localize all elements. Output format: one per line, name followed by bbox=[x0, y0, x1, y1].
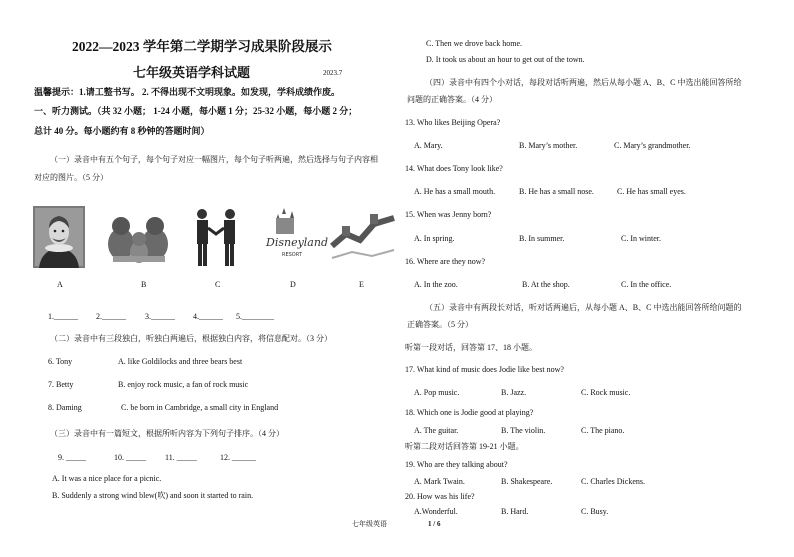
part1-instruction-cont: 对应的图片。（5 分） bbox=[34, 173, 108, 182]
order-sentence-b: B. Suddenly a strong wind blew(吹) and soon it started to rain. bbox=[52, 491, 254, 500]
q19-option-b[interactable]: B. Shakespeare. bbox=[501, 477, 553, 486]
q20-option-c[interactable]: C. Busy. bbox=[581, 507, 609, 516]
q16-option-a[interactable]: A. In the zoo. bbox=[414, 280, 458, 289]
q20-option-b[interactable]: B. Hard. bbox=[501, 507, 529, 516]
order-blank-12[interactable]: 12. ______ bbox=[220, 453, 256, 462]
q19-option-c[interactable]: C. Charles Dickens. bbox=[581, 477, 645, 486]
q13-option-a[interactable]: A. Mary. bbox=[414, 141, 443, 150]
part2-instruction: （二）录音中有三段独白，听独白两遍后，根据独白内容，将信息配对。（3 分） bbox=[50, 334, 332, 343]
match-person-6: 6. Tony bbox=[48, 357, 73, 366]
match-option-a: A. like Goldilocks and three bears best bbox=[118, 357, 243, 366]
question-18: 18. Which one is Jodie good at playing? bbox=[405, 408, 534, 417]
q18-option-a[interactable]: A. The guitar. bbox=[414, 426, 459, 435]
svg-text:Disneyland: Disneyland bbox=[266, 236, 328, 249]
order-blank-9[interactable]: 9. _____ bbox=[58, 453, 86, 462]
q19-option-a[interactable]: A. Mark Twain. bbox=[414, 477, 465, 486]
picture-label-c: C bbox=[215, 280, 221, 289]
question-19: 19. Who are they talking about? bbox=[405, 460, 508, 469]
q18-option-c[interactable]: C. The piano. bbox=[581, 426, 625, 435]
dialog-1-intro: 听第一段对话，回答第 17、18 小题。 bbox=[405, 343, 537, 352]
order-sentence-d: D. It took us about an hour to get out of the town. bbox=[426, 55, 585, 64]
exam-title: 2022—2023 学年第二学期学习成果阶段展示 bbox=[72, 39, 332, 54]
question-14: 14. What does Tony look like? bbox=[405, 164, 503, 173]
q15-option-b[interactable]: B. In summer. bbox=[519, 234, 565, 243]
q14-option-a[interactable]: A. He has a small mouth. bbox=[414, 187, 496, 196]
match-option-b: B. enjoy rock music, a fan of rock music bbox=[118, 380, 249, 389]
order-blank-10[interactable]: 10. _____ bbox=[114, 453, 146, 462]
q15-option-a[interactable]: A. In spring. bbox=[414, 234, 455, 243]
question-16: 16. Where are they now? bbox=[405, 257, 486, 266]
q14-option-b[interactable]: B. He has a small nose. bbox=[519, 187, 594, 196]
question-15: 15. When was Jenny born? bbox=[405, 210, 492, 219]
match-person-7: 7. Betty bbox=[48, 380, 74, 389]
notice-line-3: 总计 40 分。每小题约有 8 秒钟的答题时间） bbox=[34, 126, 210, 136]
part5-instruction: （五）录音中有两段长对话，听对话两遍后，从每小题 A、B、C 中选出能回答所给问题的 bbox=[425, 303, 742, 312]
handshake-icon bbox=[192, 206, 240, 268]
dialog-2-intro: 听第二段对话回答第 19-21 小题。 bbox=[405, 442, 524, 451]
picture-label-e: E bbox=[359, 280, 364, 289]
answer-blank-2[interactable]: 2.______ bbox=[96, 312, 126, 321]
answer-blank-1[interactable]: 1.______ bbox=[48, 312, 78, 321]
svg-text:RESORT: RESORT bbox=[282, 252, 302, 258]
part4-instruction-cont: 问题的正确答案。（4 分） bbox=[407, 95, 497, 104]
q17-option-c[interactable]: C. Rock music. bbox=[581, 388, 631, 397]
notice-line-1: 温馨提示：1.请工整书写。 2. 不得出现不文明现象。如发现，学科成绩作废。 bbox=[34, 87, 341, 97]
picture-label-a: A bbox=[57, 280, 63, 289]
q15-option-c[interactable]: C. In winter. bbox=[621, 234, 661, 243]
disneyland-resort-icon bbox=[262, 206, 328, 268]
match-person-8: 8. Daming bbox=[48, 403, 82, 412]
picture-label-b: B bbox=[141, 280, 147, 289]
picture-label-d: D bbox=[290, 280, 296, 289]
q17-option-a[interactable]: A. Pop music. bbox=[414, 388, 460, 397]
q13-option-b[interactable]: B. Mary’s mother. bbox=[519, 141, 578, 150]
q20-option-a[interactable]: A.Wonderful. bbox=[414, 507, 458, 516]
q17-option-b[interactable]: B. Jazz. bbox=[501, 388, 527, 397]
three-bears-icon bbox=[105, 206, 173, 268]
part5-instruction-cont: 正确答案。（5 分） bbox=[407, 320, 473, 329]
q18-option-b[interactable]: B. The violin. bbox=[501, 426, 546, 435]
answer-blank-5[interactable]: 5.________ bbox=[236, 312, 274, 321]
exam-subtitle: 七年级英语学科试题 bbox=[133, 65, 251, 80]
part1-instruction: （一）录音中有五个句子，每个句子对应一幅图片，每个句子听两遍，然后选择与句子内容相 bbox=[50, 155, 378, 164]
part4-instruction: （四）录音中有四个小对话，每段对话听两遍，然后从每小题 A、B、C 中选出能回答所给 bbox=[425, 78, 742, 87]
q14-option-c[interactable]: C. He has small eyes. bbox=[617, 187, 686, 196]
question-20: 20. How was his life? bbox=[405, 492, 475, 501]
order-sentence-c: C. Then we drove back home. bbox=[426, 39, 523, 48]
order-sentence-a: A. It was a nice place for a picnic. bbox=[52, 474, 162, 483]
footer-subject: 七年级英语 bbox=[352, 520, 387, 528]
q13-option-c[interactable]: C. Mary’s grandmother. bbox=[614, 141, 691, 150]
order-blank-11[interactable]: 11. _____ bbox=[165, 453, 197, 462]
q16-option-c[interactable]: C. In the office. bbox=[621, 280, 672, 289]
question-13: 13. Who likes Beijing Opera? bbox=[405, 118, 501, 127]
q16-option-b[interactable]: B. At the shop. bbox=[522, 280, 570, 289]
notice-line-2: 一、听力测试。（共 32 小题； 1-24 小题，每小题 1 分；25-32 小题，每小题 2 分； bbox=[34, 106, 358, 116]
part3-instruction: （三）录音中有一篇短文，根据所听内容为下列句子排序。（4 分） bbox=[50, 429, 284, 438]
page-number: 1 / 6 bbox=[428, 520, 441, 528]
answer-blank-4[interactable]: 4.______ bbox=[193, 312, 223, 321]
great-wall-icon bbox=[332, 206, 394, 268]
answer-blank-3[interactable]: 3.______ bbox=[145, 312, 175, 321]
shakespeare-portrait-icon bbox=[33, 206, 85, 268]
match-option-c: C. be born in Cambridge, a small city in England bbox=[121, 403, 279, 412]
question-17: 17. What kind of music does Jodie like best now? bbox=[405, 365, 564, 374]
exam-date: 2023.7 bbox=[323, 69, 343, 77]
